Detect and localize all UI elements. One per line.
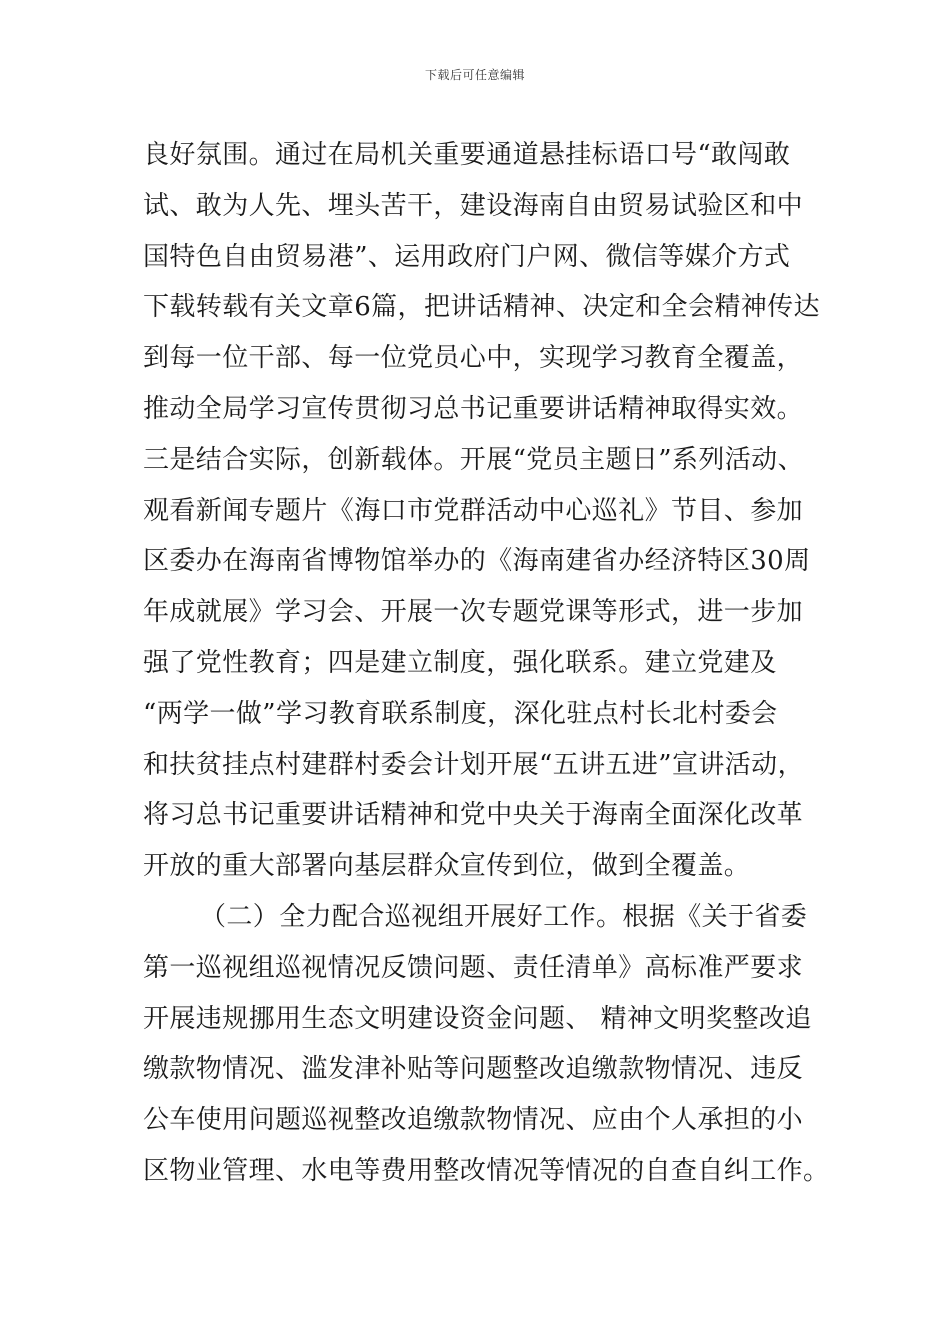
text-line: 试、敢为人先、埋头苦干，建设海南自由贸易试验区和中	[143, 190, 804, 221]
text-line: “两学一做”学习教育联系制度，深化驻点村长北村委会	[143, 698, 778, 729]
paragraph-start-line: （二）全力配合巡视组开展好工作。根据《关于省委	[200, 901, 808, 932]
page-header: 下载后可任意编辑	[424, 68, 525, 82]
text-line: 推动全局学习宣传贯彻习总书记重要讲话精神取得实效。	[143, 393, 804, 424]
text-line: 良好氛围。通过在局机关重要通道悬挂标语口号“敢闯敢	[143, 140, 791, 170]
text-line: 缴款物情况、滥发津补贴等问题整改追缴款物情况、违反	[143, 1054, 804, 1085]
text-line: 区委办在海南省博物馆举办的《海南建省办经济特区30周	[143, 546, 811, 577]
text-line: 公车使用问题巡视整改追缴款物情况、应由个人承担的小	[143, 1105, 804, 1136]
text-line: 区物业管理、水电等费用整改情况等情况的自查自纠工作。	[143, 1155, 830, 1186]
text-line: 年成就展》学习会、开展一次专题党课等形式，进一步加	[143, 597, 804, 628]
text-line: 开展违规挪用生态文明建设资金问题、 精神文明奖整改追	[143, 1003, 812, 1034]
text-line: 强了党性教育；四是建立制度，强化联系。建立党建及	[143, 647, 777, 678]
text-line: 和扶贫挂点村建群村委会计划开展“五讲五进”宣讲活动，	[143, 749, 804, 780]
text-line: 国特色自由贸易港”、运用政府门户网、微信等媒介方式	[143, 241, 791, 272]
text-line: 三是结合实际，创新载体。开展“党员主题日”系列活动、	[143, 444, 804, 475]
text-line: 下载转载有关文章6篇，把讲话精神、决定和全会精神传达	[143, 292, 820, 323]
text-line: 将习总书记重要讲话精神和党中央关于海南全面深化改革	[143, 800, 804, 831]
text-line: 观看新闻专题片《海口市党群活动中心巡礼》节目、参加	[143, 495, 804, 526]
text-line: 到每一位干部、每一位党员心中，实现学习教育全覆盖，	[143, 343, 804, 374]
text-line: 第一巡视组巡视情况反馈问题、责任清单》高标准严要求	[143, 952, 804, 983]
document-body	[143, 130, 830, 1197]
text-line: 开放的重大部署向基层群众宣传到位，做到全覆盖。	[143, 851, 751, 882]
